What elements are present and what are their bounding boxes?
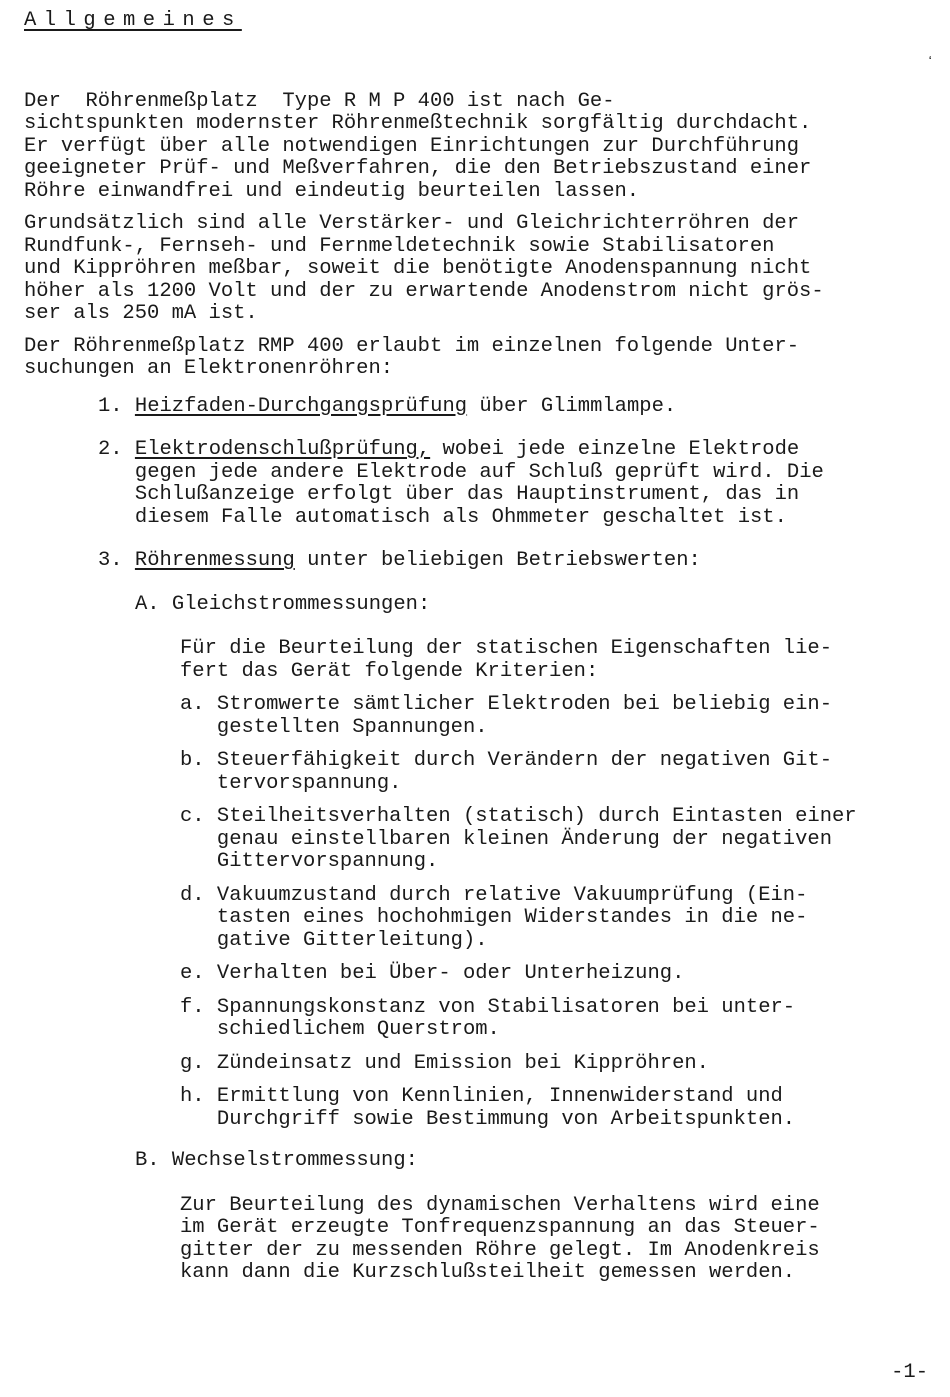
section-b-heading [135, 1150, 924, 1173]
margin-mark: ʻ [926, 55, 935, 71]
section-a-heading [135, 594, 924, 617]
criteria-item [180, 963, 924, 986]
section-title: Allgemeines [24, 9, 242, 32]
page-number: -1- [891, 1361, 928, 1384]
criteria-text: Verhalten bei Über- oder Unterheizung. [216, 962, 685, 985]
criteria-item [180, 1086, 924, 1131]
intro-paragraph-3: Der Röhrenmeßplatz RMP 400 erlaubt im einzelnen folgende Unter- suchungen an Elektronenröhren: [24, 334, 800, 380]
intro-paragraph-2: Grundsätzlich sind alle Verstärker- und Gleichrichterröhren der Rundfunk-, Fernseh- und Fernmeldetechnik sowie Stabilisatoren und Kippröhren meßbar, soweit die benötigte Anodenspannung nicht höher als 1200 Volt und der zu erwartende Anodenstrom nicht grös- ser als 250 mA ist. [24, 212, 824, 325]
list-item-2 [98, 439, 924, 529]
criteria-item [180, 885, 924, 953]
criteria-text: Zündeinsatz und Emission bei Kippröhren. [216, 1051, 709, 1075]
criteria-label: g. [180, 1051, 217, 1075]
section-a-title: Gleichstrommessungen: [171, 592, 431, 616]
list-text: wobei jede einzelne Elektrode gegen jede andere Elektrode auf Schluß geprüft wird. Die Schlußanzeige erfolgt über das Hauptinstrument, das in diesem Falle automatisch als Ohmmeter geschaltet ist. [134, 438, 824, 529]
list-number: 2. [98, 438, 135, 461]
criteria-text: Steilheitsverhalten (statisch) durch Eintasten einer genau einstellbaren kleinen Änderung der negativen Gittervorspannung. [216, 805, 857, 873]
section-b-label: B. [135, 1149, 172, 1172]
criteria-label: h. [180, 1085, 217, 1108]
criteria-item [180, 750, 924, 795]
list-number: 3. [98, 549, 135, 572]
section-a-label: A. [135, 592, 172, 616]
document-page [24, 10, 924, 1285]
list-text: über Glimmlampe. [467, 394, 677, 418]
criteria-text: Vakuumzustand durch relative Vakuumprüfung (Ein- tasten eines hochohmigen Widerstandes in die ne- gative Gitterleitung). [216, 883, 808, 952]
list-heading: Heizfaden-Durchgangsprüfung [134, 394, 468, 418]
criteria-label: b. [180, 749, 217, 772]
criteria-item [180, 997, 924, 1042]
section-a-list [180, 694, 924, 1131]
criteria-label: a. [180, 693, 217, 716]
criteria-label: e. [180, 962, 217, 985]
criteria-label: c. [180, 805, 217, 828]
list-text: unter beliebigen Betriebswerten: [294, 549, 701, 572]
criteria-item [180, 1053, 924, 1076]
section-a-intro: Für die Beurteilung der statischen Eigenschaften lie- fert das Gerät folgende Kriterien: [180, 637, 833, 683]
criteria-label: f. [180, 995, 217, 1019]
criteria-item [180, 694, 924, 739]
criteria-label: d. [180, 883, 217, 907]
intro-paragraph-1: Der Röhrenmeßplatz Type R M P 400 ist nach Ge- sichtspunkten modernster Röhrenmeßtechnik sorgfältig durchdacht. Er verfügt über alle notwendigen Einrichtungen zur Durchführung geeigneter Prüf- und Meßverfahren, die den Betriebszustand einer Röhre einwandfrei und eindeutig beurteilen lassen. [24, 89, 812, 203]
list-item-3 [98, 550, 924, 573]
list-item-1 [98, 396, 924, 419]
criteria-text: Steuerfähigkeit durch Verändern der negativen Git- tervorspannung. [216, 749, 833, 795]
section-b-title: Wechselstrommessung: [171, 1149, 418, 1172]
criteria-text: Spannungskonstanz von Stabilisatoren bei unter- schiedlichem Querstrom. [216, 995, 796, 1041]
criteria-item [180, 806, 924, 874]
criteria-text: Ermittlung von Kennlinien, Innenwiderstand und Durchgriff sowie Bestimmung von Arbeitspunkten. [216, 1085, 796, 1131]
section-b-intro: Zur Beurteilung des dynamischen Verhaltens wird eine im Gerät erzeugte Tonfrequenzspannung an das Steuer- gitter der zu messenden Röhre gelegt. Im Anodenkreis kann dann die Kurzschlußsteilheit gemessen werden. [180, 1193, 820, 1284]
list-heading: Röhrenmessung [134, 549, 295, 572]
list-number: 1. [98, 394, 135, 418]
criteria-text: Stromwerte sämtlicher Elektroden bei beliebig ein- gestellten Spannungen. [216, 693, 833, 739]
list-heading: Elektrodenschlußprüfung, [134, 438, 431, 461]
